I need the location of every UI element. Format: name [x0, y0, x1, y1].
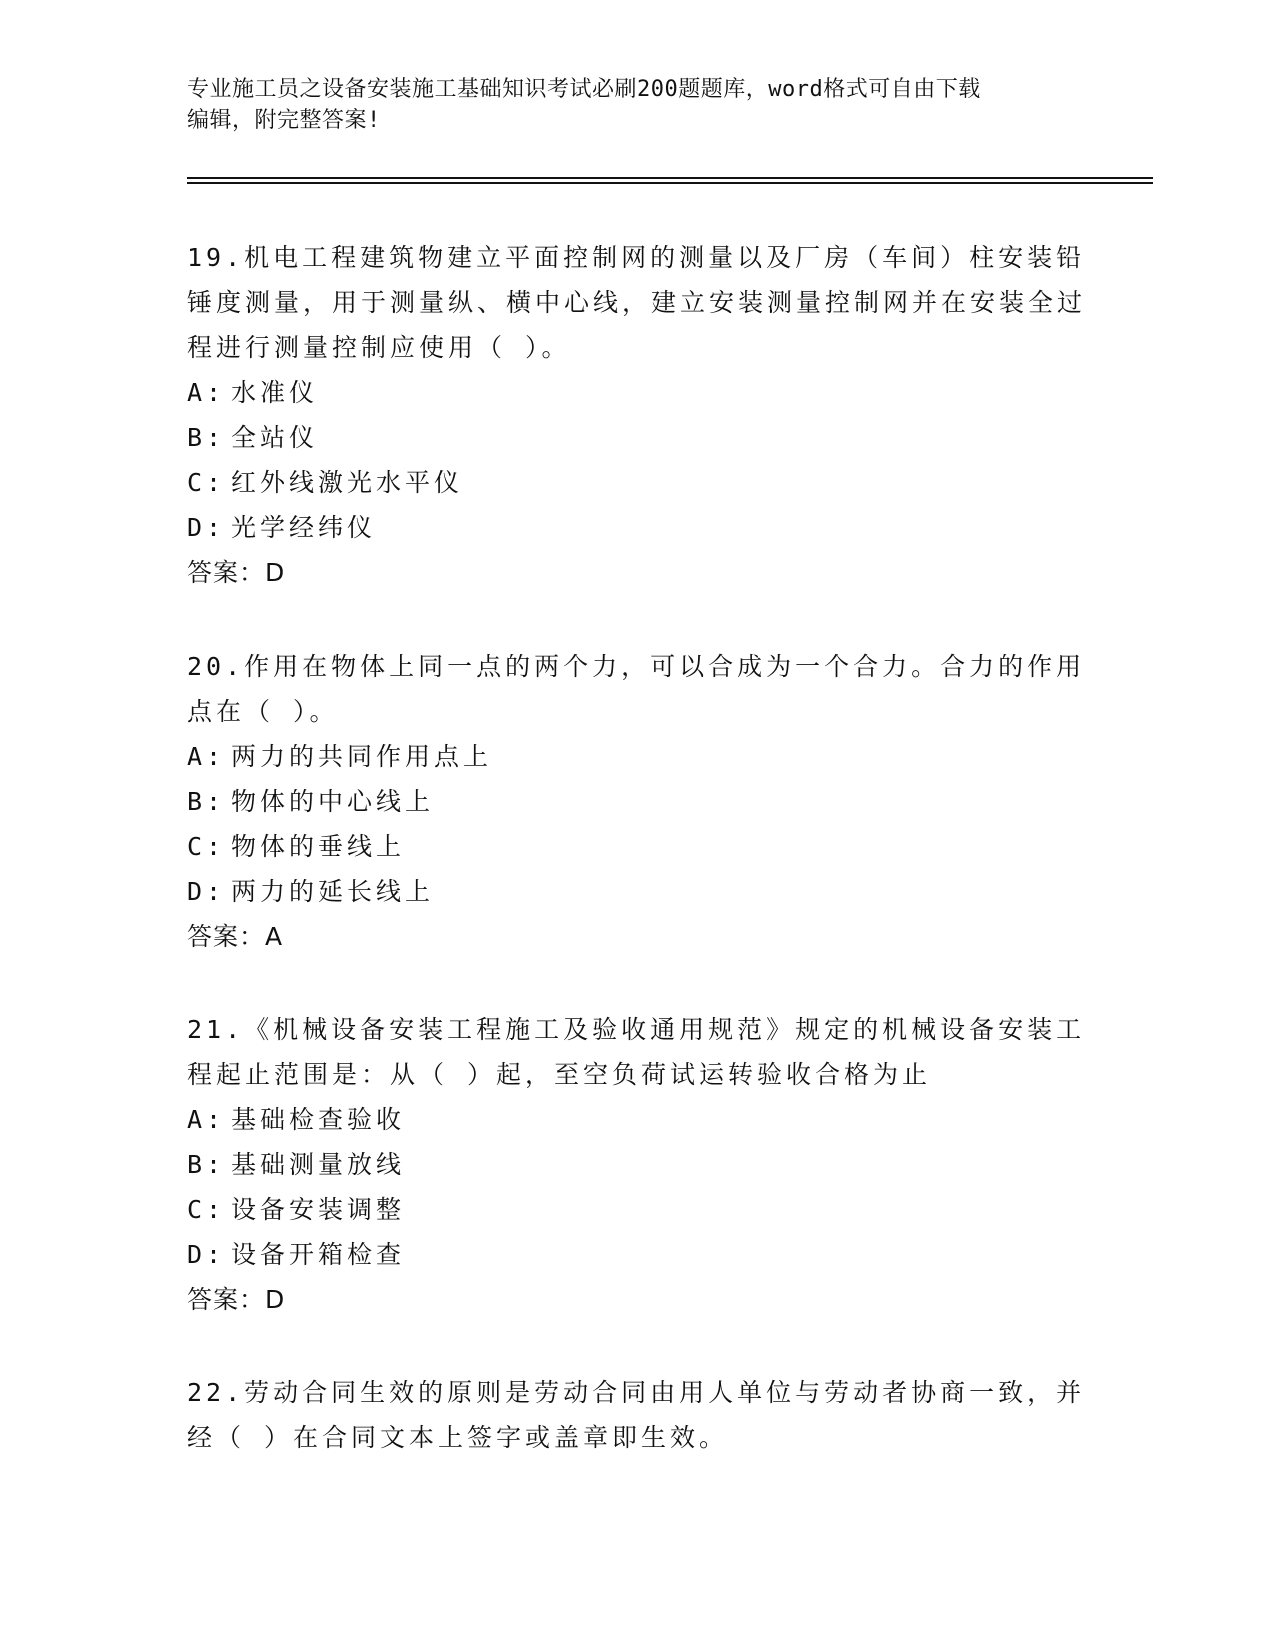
- option-c: [187, 824, 1087, 869]
- header-divider-bottom: [187, 182, 1153, 184]
- option-letter: C:: [187, 832, 226, 861]
- answer-line: 答案：D: [187, 1285, 286, 1314]
- option-letter: A:: [187, 378, 226, 407]
- option-a: [187, 370, 1087, 415]
- option-letter: C:: [187, 1195, 226, 1224]
- option-letter: A:: [187, 1105, 226, 1134]
- document-header: [187, 74, 1087, 136]
- header-divider-top: [187, 177, 1153, 179]
- option-c: [187, 460, 1087, 505]
- option-b: [187, 779, 1087, 824]
- option-d: [187, 869, 1087, 914]
- question-21: [187, 1007, 1087, 1322]
- option-letter: B:: [187, 1150, 226, 1179]
- option-text: 两力的共同作用点上: [231, 742, 493, 771]
- question-20: [187, 644, 1087, 959]
- option-text: 红外线激光水平仪: [231, 468, 464, 497]
- option-text: 物体的中心线上: [231, 787, 435, 816]
- option-letter: D:: [187, 513, 226, 542]
- option-text: 设备安装调整: [231, 1195, 406, 1224]
- option-letter: B:: [187, 787, 226, 816]
- question-22: [187, 1370, 1087, 1460]
- option-letter: D:: [187, 877, 226, 906]
- question-19: [187, 235, 1087, 595]
- option-a: [187, 1097, 1087, 1142]
- option-b: [187, 1142, 1087, 1187]
- question-stem: 20.作用在物体上同一点的两个力，可以合成为一个合力。合力的作用点在（ ）。: [187, 652, 1086, 726]
- option-text: 光学经纬仪: [231, 513, 377, 542]
- option-text: 基础检查验收: [231, 1105, 406, 1134]
- option-d: [187, 505, 1087, 550]
- header-line-1: 专业施工员之设备安装施工基础知识考试必刷200题题库，word格式可自由下载: [187, 77, 981, 102]
- option-letter: D:: [187, 1240, 226, 1269]
- answer-line: 答案：A: [187, 922, 284, 951]
- question-stem: 21.《机械设备安装工程施工及验收通用规范》规定的机械设备安装工程起止范围是：从（ ）起，至空负荷试运转验收合格为止: [187, 1015, 1086, 1089]
- header-line-2: 编辑，附完整答案!: [187, 108, 381, 133]
- option-text: 基础测量放线: [231, 1150, 406, 1179]
- option-text: 全站仪: [231, 423, 319, 452]
- option-text: 设备开箱检查: [231, 1240, 406, 1269]
- option-text: 物体的垂线上: [231, 832, 406, 861]
- question-stem: 19.机电工程建筑物建立平面控制网的测量以及厂房（车间）柱安装铅锤度测量，用于测量纵、横中心线，建立安装测量控制网并在安装全过程进行测量控制应使用（ ）。: [187, 243, 1087, 362]
- answer-line: 答案：D: [187, 558, 286, 587]
- option-d: [187, 1232, 1087, 1277]
- option-text: 两力的延长线上: [231, 877, 435, 906]
- question-stem: 22.劳动合同生效的原则是劳动合同由用人单位与劳动者协商一致，并经（ ）在合同文本上签字或盖章即生效。: [187, 1378, 1086, 1452]
- option-letter: B:: [187, 423, 226, 452]
- option-a: [187, 734, 1087, 779]
- option-b: [187, 415, 1087, 460]
- option-c: [187, 1187, 1087, 1232]
- option-letter: A:: [187, 742, 226, 771]
- option-letter: C:: [187, 468, 226, 497]
- option-text: 水准仪: [231, 378, 319, 407]
